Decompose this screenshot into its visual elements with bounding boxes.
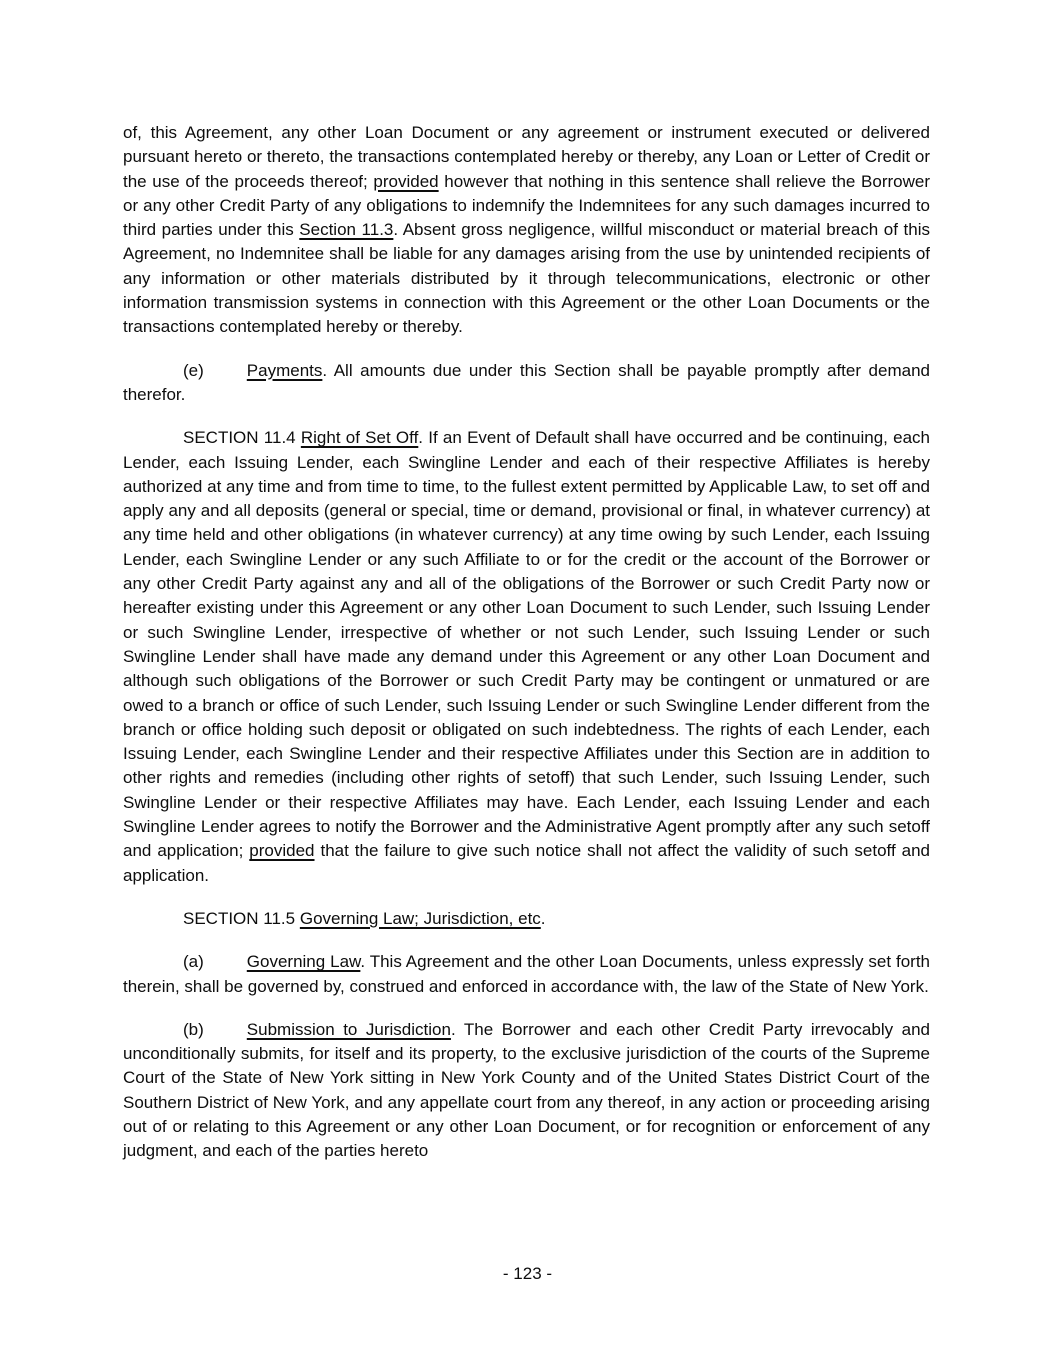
underlined-term-governing-law: Governing Law [246, 952, 361, 972]
cross-reference-section-11-3: Section 11.3 [299, 220, 394, 240]
paragraph-section-11-4 [123, 426, 930, 888]
clause-label: (a) [183, 952, 204, 972]
paragraph-indemnity-continuation [123, 121, 930, 340]
body-text: . The Borrower and each other Credit Party irrevocably and unconditionally submits, for itself and its property, to the exclusive jurisdiction of the courts of the Supreme Court of the State of New York sitting in New York County and of the United States District Court of the Southern District of New York, and any appellate court from any thereof, in any action or proceeding arising out of or relating to this Agreement or any other Loan Document, or for recognition or enforcement of any judgment, and each of the parties hereto [123, 1019, 930, 1161]
body-text: . This Agreement and the other Loan Documents, unless expressly set forth therein, shall be governed by, construed and enforced in accordance with, the law of the State of New York. [123, 952, 931, 996]
body-text: . Absent gross negligence, willful misconduct or material breach of this Agreement, no Indemnitee shall be liable for any damages arising from the use by unintended recipients of any information or other materials distributed by it through telecommunications, electronic or other information transmission systems in connection with this Agreement or the other Loan Documents or the transactions contemplated hereby or thereby. [123, 220, 930, 337]
body-text: . If an Event of Default shall have occurred and be continuing, each Lender, each Issuing Lender, each Swingline Lender and each of their respective Affiliates is hereby authorized at any time and from time to time, to the fullest extent permitted by Applicable Law, to set off and apply any and all deposits (general or special, time or demand, provisional or final, in whatever currency) at any time held and other obligations (in whatever currency) at any time owing by such Lender, each Issuing Lender, each Swingline Lender or any such Affiliate to or for the credit or the account of the Borrower or any other Credit Party against any and all of the obligations of the Borrower or such Credit Party now or hereafter existing under this Agreement or any other Loan Document to such Lender, such Issuing Lender or such Swingline Lender, irrespective of whether or not such Lender, such Issuing Lender or such Swingline Lender shall have made any demand under this Agreement or any other Loan Document and although such obligations of the Borrower or such Credit Party may be contingent or unmatured or are owed to a branch or office of such Lender, such Issuing Lender or such Swingline Lender different from the branch or office holding such deposit or obligated on such indebtedness. The rights of each Lender, each Issuing Lender, each Swingline Lender and their respective Affiliates under this Section are in addition to other rights and remedies (including other rights of setoff) that such Lender, such Issuing Lender, such Swingline Lender or their respective Affiliates may have. Each Lender, each Issuing Lender and each Swingline Lender agrees to notify the Borrower and the Administrative Agent promptly after any such setoff and application; [123, 428, 930, 861]
page-number: - 123 - [502, 1264, 553, 1283]
body-text: . All amounts due under this Section shall be payable promptly after demand therefor. [123, 360, 930, 404]
body-text: however that nothing in this sentence shall relieve the Borrower or any other Credit Party of any obligations to indemnify the Indemnitees for any such damages incurred to third parties under this [123, 171, 930, 240]
underlined-term-right-of-set-off: Right of Set Off [300, 428, 419, 448]
body-text: . [540, 908, 546, 928]
underlined-term-governing-law-jurisdiction: Governing Law; Jurisdiction, etc [299, 908, 541, 928]
underlined-term-provided: provided [373, 171, 439, 191]
clause-label: (e) [183, 360, 204, 380]
paragraph-e-payments [123, 359, 930, 408]
section-number: SECTION 11.4 [183, 428, 301, 448]
heading-section-11-5 [123, 907, 930, 931]
paragraph-a-governing-law [123, 950, 930, 999]
underlined-term-provided: provided [249, 841, 315, 861]
section-number: SECTION 11.5 [183, 908, 300, 928]
underlined-term-payments: Payments [246, 360, 323, 380]
paragraph-b-submission-to-jurisdiction [123, 1018, 930, 1164]
underlined-term-submission-to-jurisdiction: Submission to Jurisdiction [246, 1019, 451, 1039]
clause-label: (b) [183, 1019, 204, 1039]
body-text: of, this Agreement, any other Loan Document or any agreement or instrument executed or delivered pursuant hereto or thereto, the transactions contemplated hereby or thereby, any Loan or Letter of Credit or the use of the proceeds thereof; [123, 123, 930, 191]
document-body [123, 121, 930, 1164]
body-text: that the failure to give such notice shall not affect the validity of such setoff and application. [123, 841, 930, 885]
